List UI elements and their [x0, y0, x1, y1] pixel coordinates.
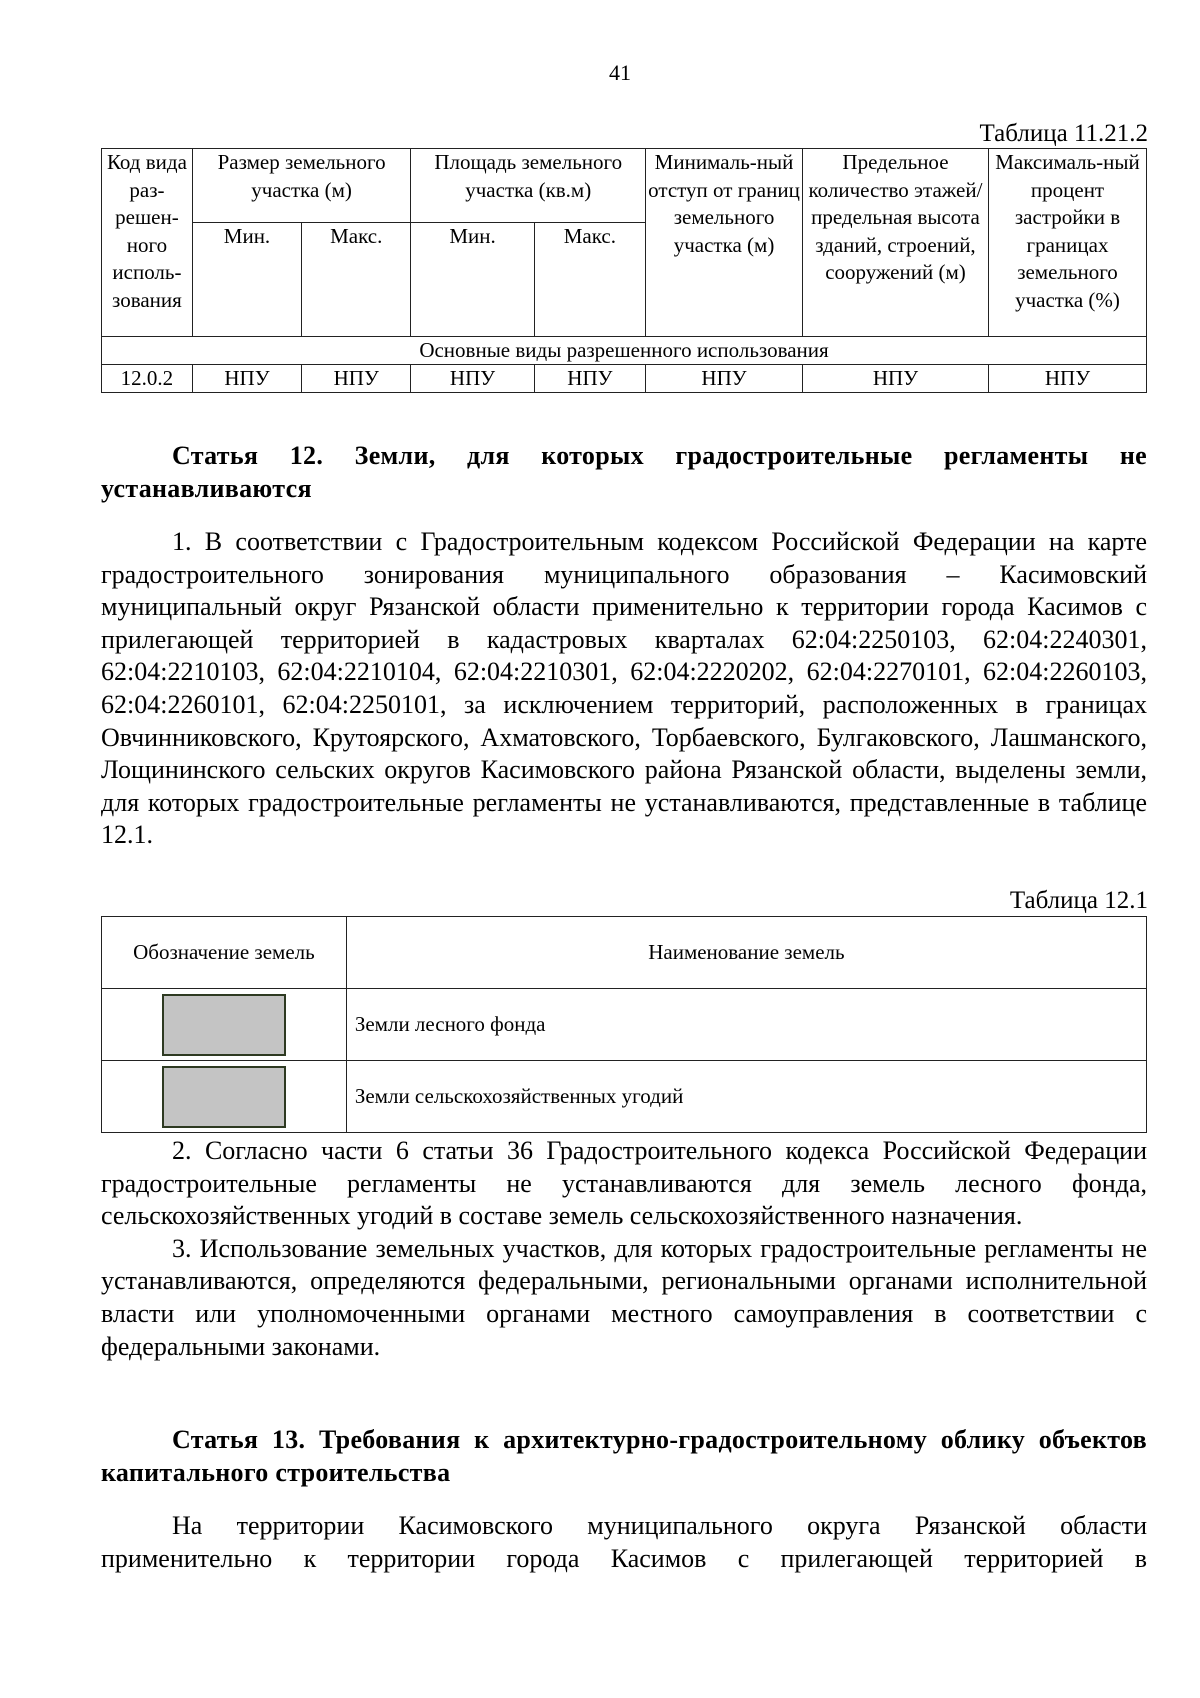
header-code: Код вида раз-решен-ного исполь-зования: [102, 149, 193, 337]
table-cell: 12.0.2: [102, 365, 193, 393]
article-12-paragraph-2: 2. Согласно части 6 статьи 36 Градостроительного кодекса Российской Федерации градостроительные регламенты не устанавливаются для земель лесного фонда, сельскохозяйственных угодий в составе земель сельскохозяйственного назначения.: [101, 1136, 1147, 1231]
article-12-paragraph-1-block: [101, 526, 1147, 852]
header-floors: Предельное количество этажей/ предельная высота зданий, строений, сооружений (м): [802, 149, 988, 337]
header-size: Размер земельного участка (м): [192, 149, 411, 223]
table-11-21-2-caption: Таблица 11.21.2: [979, 120, 1148, 147]
table-row: [102, 989, 1147, 1061]
article-13-paragraph-block: [101, 1510, 1147, 1575]
article-12-paragraph-3: 3. Использование земельных участков, для которых градостроительные регламенты не устанавливаются, определяются федеральными, региональными органами исполнительной власти или уполномоченными органами местного самоуправления в соответствии с федеральными законами.: [101, 1233, 1147, 1361]
article-13-paragraph-1: На территории Касимовского муниципального округа Рязанской области применительно к территории города Касимов с прилегающей территорией в: [101, 1511, 1147, 1573]
table-12-1-caption: Таблица 12.1: [1009, 887, 1148, 914]
header-land-name: Наименование земель: [346, 917, 1146, 989]
article-13-heading: Статья 13. Требования к архитектурно-градостроительному облику объектов капитального строительства: [101, 1425, 1147, 1487]
header-area-min: Мин.: [411, 223, 534, 337]
header-area-max: Макс.: [534, 223, 645, 337]
section-title: Основные виды разрешенного использования: [102, 337, 1147, 365]
header-setback: Минималь-ный отступ от границ земельного участка (м): [646, 149, 803, 337]
article-12-paragraphs-2-3: [101, 1135, 1147, 1363]
land-swatch-forest: [162, 994, 286, 1056]
table-cell: НПУ: [192, 365, 301, 393]
land-name: Земли сельскохозяйственных угодий: [346, 1061, 1146, 1133]
table-cell: НПУ: [534, 365, 645, 393]
table-row: [102, 1061, 1147, 1133]
land-symbol-cell: [102, 989, 347, 1061]
table-cell: НПУ: [646, 365, 803, 393]
land-swatch-agricultural: [162, 1066, 286, 1128]
table-cell: НПУ: [411, 365, 534, 393]
land-name: Земли лесного фонда: [346, 989, 1146, 1061]
page-number: 41: [609, 60, 631, 85]
header-size-max: Макс.: [302, 223, 411, 337]
table-cell: НПУ: [989, 365, 1147, 393]
table-11-21-2: [101, 148, 1147, 393]
table-cell: НПУ: [802, 365, 988, 393]
article-12-paragraph-1: 1. В соответствии с Градостроительным кодексом Российской Федерации на карте градостроительного зонирования муниципального образования – Касимовский муниципальный округ Рязанской области применительно к территории города Касимов с прилегающей территорией в кадастровых кварталах 62:04:2250103, 62:04:2240301, 62:04:2210103, 62:04:2210104, 62:04:2210301, 62:04:2220202, 62:04:2270101, 62:04:2260103, 62:04:2260101, 62:04:2250101, за исключением территорий, расположенных в границах Овчинниковского, Крутоярского, Ахматовского, Торбаевского, Булгаковского, Лашманского, Лощининского сельских округов Касимовского района Рязанской области, выделены земли, для которых градостроительные регламенты не устанавливаются, представленные в таблице 12.1.: [101, 527, 1147, 850]
article-12-heading: Статья 12. Земли, для которых градостроительные регламенты не устанавливаются: [101, 441, 1147, 503]
header-percent: Максималь-ный процент застройки в границах земельного участка (%): [989, 149, 1147, 337]
header-size-min: Мин.: [192, 223, 301, 337]
header-symbol: Обозначение земель: [102, 917, 347, 989]
header-area: Площадь земельного участка (кв.м): [411, 149, 646, 223]
table-12-1: [101, 916, 1147, 1133]
land-symbol-cell: [102, 1061, 347, 1133]
table-cell: НПУ: [302, 365, 411, 393]
